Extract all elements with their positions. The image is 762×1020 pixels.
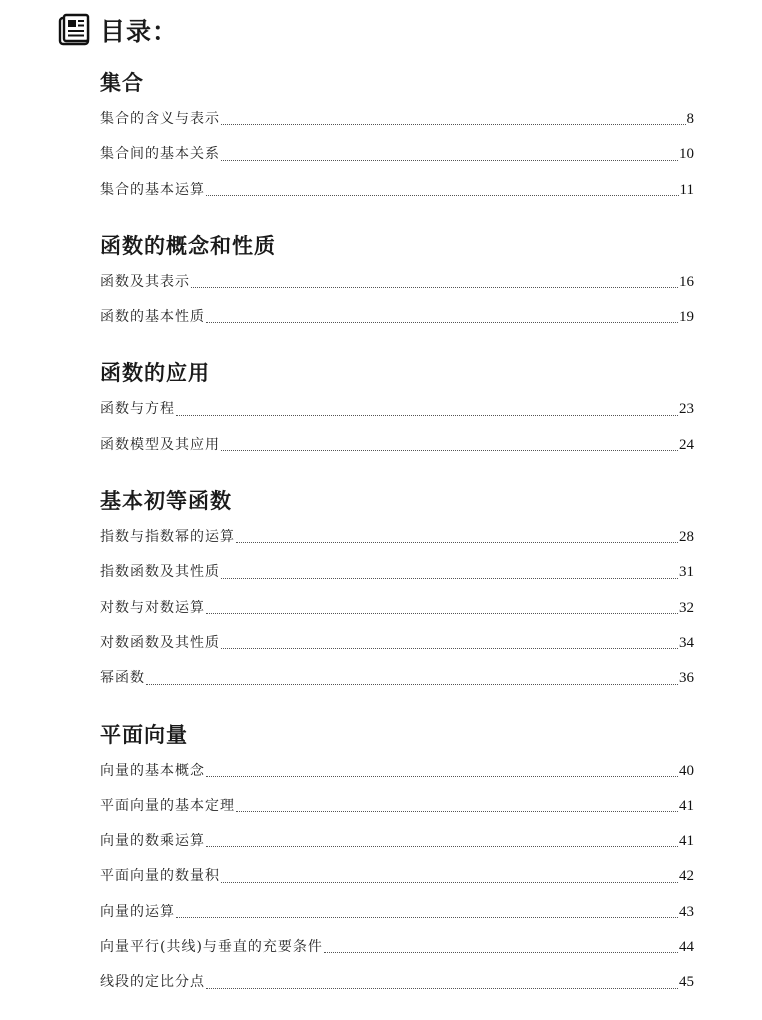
dot-leader bbox=[206, 846, 678, 847]
toc-entry[interactable] bbox=[100, 428, 694, 463]
entry-page-number[interactable]: 34 bbox=[679, 634, 694, 651]
toc-entry[interactable] bbox=[100, 930, 694, 965]
toc-section bbox=[100, 716, 694, 1001]
entry-list bbox=[100, 754, 694, 1001]
entry-label[interactable]: 平面向量的数量积 bbox=[100, 868, 220, 885]
entry-list bbox=[100, 265, 694, 336]
dot-leader bbox=[236, 542, 678, 543]
entry-label[interactable]: 函数与方程 bbox=[100, 401, 175, 418]
toc-entry[interactable] bbox=[100, 300, 694, 335]
entry-label[interactable]: 对数与对数运算 bbox=[100, 599, 205, 616]
entry-page-number[interactable]: 40 bbox=[679, 762, 694, 779]
entry-page-number[interactable]: 10 bbox=[679, 146, 694, 163]
toc-entry[interactable] bbox=[100, 555, 694, 590]
entry-label[interactable]: 向量的基本概念 bbox=[100, 762, 205, 779]
dot-leader bbox=[221, 160, 678, 161]
entry-list bbox=[100, 520, 694, 696]
dot-leader bbox=[221, 124, 686, 125]
toc-body bbox=[100, 64, 694, 1020]
toc-entry[interactable] bbox=[100, 265, 694, 300]
entry-page-number[interactable]: 19 bbox=[679, 309, 694, 326]
toc-section bbox=[100, 354, 694, 463]
toc-entry[interactable] bbox=[100, 102, 694, 137]
toc-entry[interactable] bbox=[100, 392, 694, 427]
newspaper-icon bbox=[58, 13, 92, 47]
dot-leader bbox=[206, 195, 679, 196]
dot-leader bbox=[221, 578, 678, 579]
dot-leader bbox=[206, 988, 678, 989]
dot-leader bbox=[206, 613, 678, 614]
entry-label[interactable]: 函数及其表示 bbox=[100, 273, 190, 290]
section-title: 集合 bbox=[100, 71, 144, 95]
entry-page-number[interactable]: 42 bbox=[679, 868, 694, 885]
dot-leader bbox=[146, 684, 678, 685]
toc-entry[interactable] bbox=[100, 137, 694, 172]
toc-entry[interactable] bbox=[100, 895, 694, 930]
toc-entry[interactable] bbox=[100, 520, 694, 555]
entry-page-number[interactable]: 41 bbox=[679, 797, 694, 814]
entry-page-number[interactable]: 31 bbox=[679, 564, 694, 581]
toc-section bbox=[100, 227, 694, 336]
toc-entry[interactable] bbox=[100, 173, 694, 208]
entry-label[interactable]: 线段的定比分点 bbox=[100, 974, 205, 991]
dot-leader bbox=[221, 882, 678, 883]
entry-page-number[interactable]: 44 bbox=[679, 939, 694, 956]
entry-page-number[interactable]: 23 bbox=[679, 401, 694, 418]
entry-label[interactable]: 向量平行(共线)与垂直的充要条件 bbox=[100, 939, 323, 956]
entry-page-number[interactable]: 24 bbox=[679, 436, 694, 453]
entry-label[interactable]: 函数模型及其应用 bbox=[100, 436, 220, 453]
entry-label[interactable]: 幂函数 bbox=[100, 670, 145, 687]
entry-list bbox=[100, 392, 694, 463]
entry-page-number[interactable]: 45 bbox=[679, 974, 694, 991]
entry-page-number[interactable]: 11 bbox=[679, 181, 694, 198]
entry-label[interactable]: 指数函数及其性质 bbox=[100, 564, 220, 581]
dot-leader bbox=[176, 415, 678, 416]
dot-leader bbox=[236, 811, 678, 812]
toc-entry[interactable] bbox=[100, 859, 694, 894]
entry-page-number[interactable]: 43 bbox=[679, 903, 694, 920]
dot-leader bbox=[221, 450, 678, 451]
toc-entry[interactable] bbox=[100, 789, 694, 824]
entry-page-number[interactable]: 32 bbox=[679, 599, 694, 616]
dot-leader bbox=[176, 917, 678, 918]
dot-leader bbox=[221, 648, 678, 649]
dot-leader bbox=[206, 776, 678, 777]
toc-entry[interactable] bbox=[100, 661, 694, 696]
toc-entry[interactable] bbox=[100, 626, 694, 661]
entry-page-number[interactable]: 36 bbox=[679, 670, 694, 687]
entry-label[interactable]: 对数函数及其性质 bbox=[100, 634, 220, 651]
toc-header bbox=[58, 10, 178, 50]
entry-label[interactable]: 向量的数乘运算 bbox=[100, 833, 205, 850]
toc-section bbox=[100, 482, 694, 696]
toc-entry[interactable] bbox=[100, 754, 694, 789]
entry-label[interactable]: 指数与指数幂的运算 bbox=[100, 529, 235, 546]
toc-section bbox=[100, 64, 694, 208]
dot-leader bbox=[191, 287, 678, 288]
toc-entry[interactable] bbox=[100, 591, 694, 626]
entry-list bbox=[100, 102, 694, 208]
section-title: 平面向量 bbox=[100, 722, 188, 747]
entry-label[interactable]: 平面向量的基本定理 bbox=[100, 797, 235, 814]
section-title: 函数的概念和性质 bbox=[100, 233, 276, 258]
toc-entry[interactable] bbox=[100, 824, 694, 859]
section-title: 基本初等函数 bbox=[100, 489, 232, 514]
entry-label[interactable]: 函数的基本性质 bbox=[100, 309, 205, 326]
entry-label[interactable]: 集合的含义与表示 bbox=[100, 111, 220, 127]
entry-label[interactable]: 向量的运算 bbox=[100, 903, 175, 920]
toc-title: 目录： bbox=[100, 17, 179, 46]
dot-leader bbox=[324, 952, 678, 953]
toc-entry[interactable] bbox=[100, 965, 694, 1000]
dot-leader bbox=[206, 322, 678, 323]
entry-label[interactable]: 集合的基本运算 bbox=[100, 181, 205, 198]
entry-page-number[interactable]: 28 bbox=[679, 529, 694, 546]
entry-page-number[interactable]: 16 bbox=[679, 273, 694, 290]
entry-page-number[interactable]: 41 bbox=[679, 833, 694, 850]
section-title: 函数的应用 bbox=[100, 361, 210, 386]
entry-page-number[interactable]: 8 bbox=[686, 111, 694, 127]
entry-label[interactable]: 集合间的基本关系 bbox=[100, 146, 220, 163]
